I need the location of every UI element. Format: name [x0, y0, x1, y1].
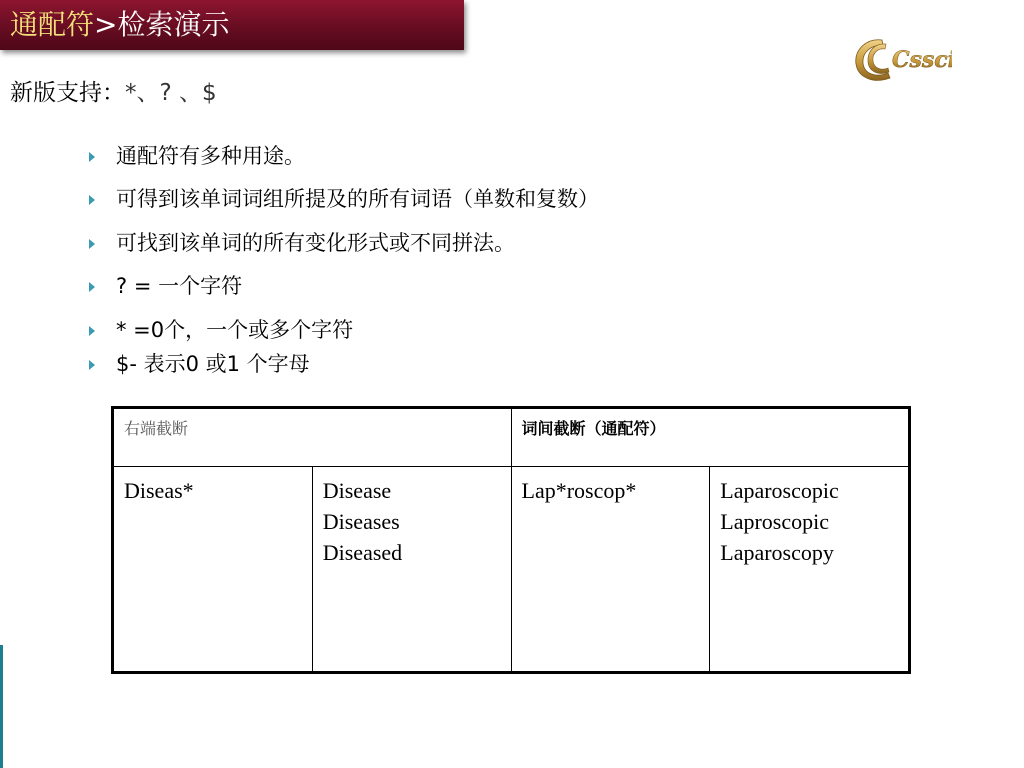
result-term: Diseased [322, 540, 403, 565]
bullet-arrow-icon [89, 239, 95, 249]
subtitle-symbols: *、? 、$ [125, 80, 217, 106]
table-header-row [114, 409, 909, 467]
table-row [114, 467, 909, 672]
title-rest: >检索演示 [94, 8, 230, 41]
bullet-text: * =0个，一个或多个字符 [116, 318, 354, 342]
left-accent-bar [0, 645, 3, 768]
header-middle-truncation: 词间截断（通配符） [521, 419, 666, 438]
cssci-logo [852, 34, 952, 86]
result-term: Laparoscopy [720, 540, 834, 565]
table-header-cell [511, 409, 909, 467]
bullet-text: 可找到该单词的所有变化形式或不同拼法。 [116, 231, 515, 255]
table-cell [114, 467, 313, 672]
bullet-text: 通配符有多种用途。 [116, 144, 305, 168]
bullet-text: $- 表示0 或1 个字母 [116, 352, 310, 376]
bullet-arrow-icon [89, 360, 95, 370]
title-highlight: 通配符 [10, 8, 95, 41]
table [113, 408, 909, 672]
search-term: Lap*roscop* [521, 478, 637, 503]
table-cell [511, 467, 710, 672]
table-cell [710, 467, 909, 672]
result-term: Diseases [322, 509, 400, 534]
bullet-arrow-icon [89, 195, 95, 205]
result-term: Laproscopic [720, 509, 829, 534]
search-term: Diseas* [124, 478, 194, 503]
header-right-truncation: 右端截断 [124, 419, 189, 438]
result-term: Laparoscopic [720, 478, 839, 503]
bullet-arrow-icon [89, 152, 95, 162]
bullet-text: ? = 一个字符 [116, 274, 243, 298]
bullet-arrow-icon [89, 326, 95, 336]
subtitle-label: 新版支持： [10, 80, 125, 106]
logo-graphic [852, 34, 952, 86]
truncation-table [111, 406, 911, 674]
table-header-cell [114, 409, 512, 467]
subtitle [10, 77, 217, 109]
bullet-arrow-icon [89, 282, 95, 292]
table-cell [312, 467, 511, 672]
logo-text: Cssci [892, 47, 952, 73]
result-term: Disease [322, 478, 392, 503]
title-bar [0, 0, 464, 50]
bullet-text: 可得到该单词词组所提及的所有词语（单数和复数） [116, 187, 599, 211]
